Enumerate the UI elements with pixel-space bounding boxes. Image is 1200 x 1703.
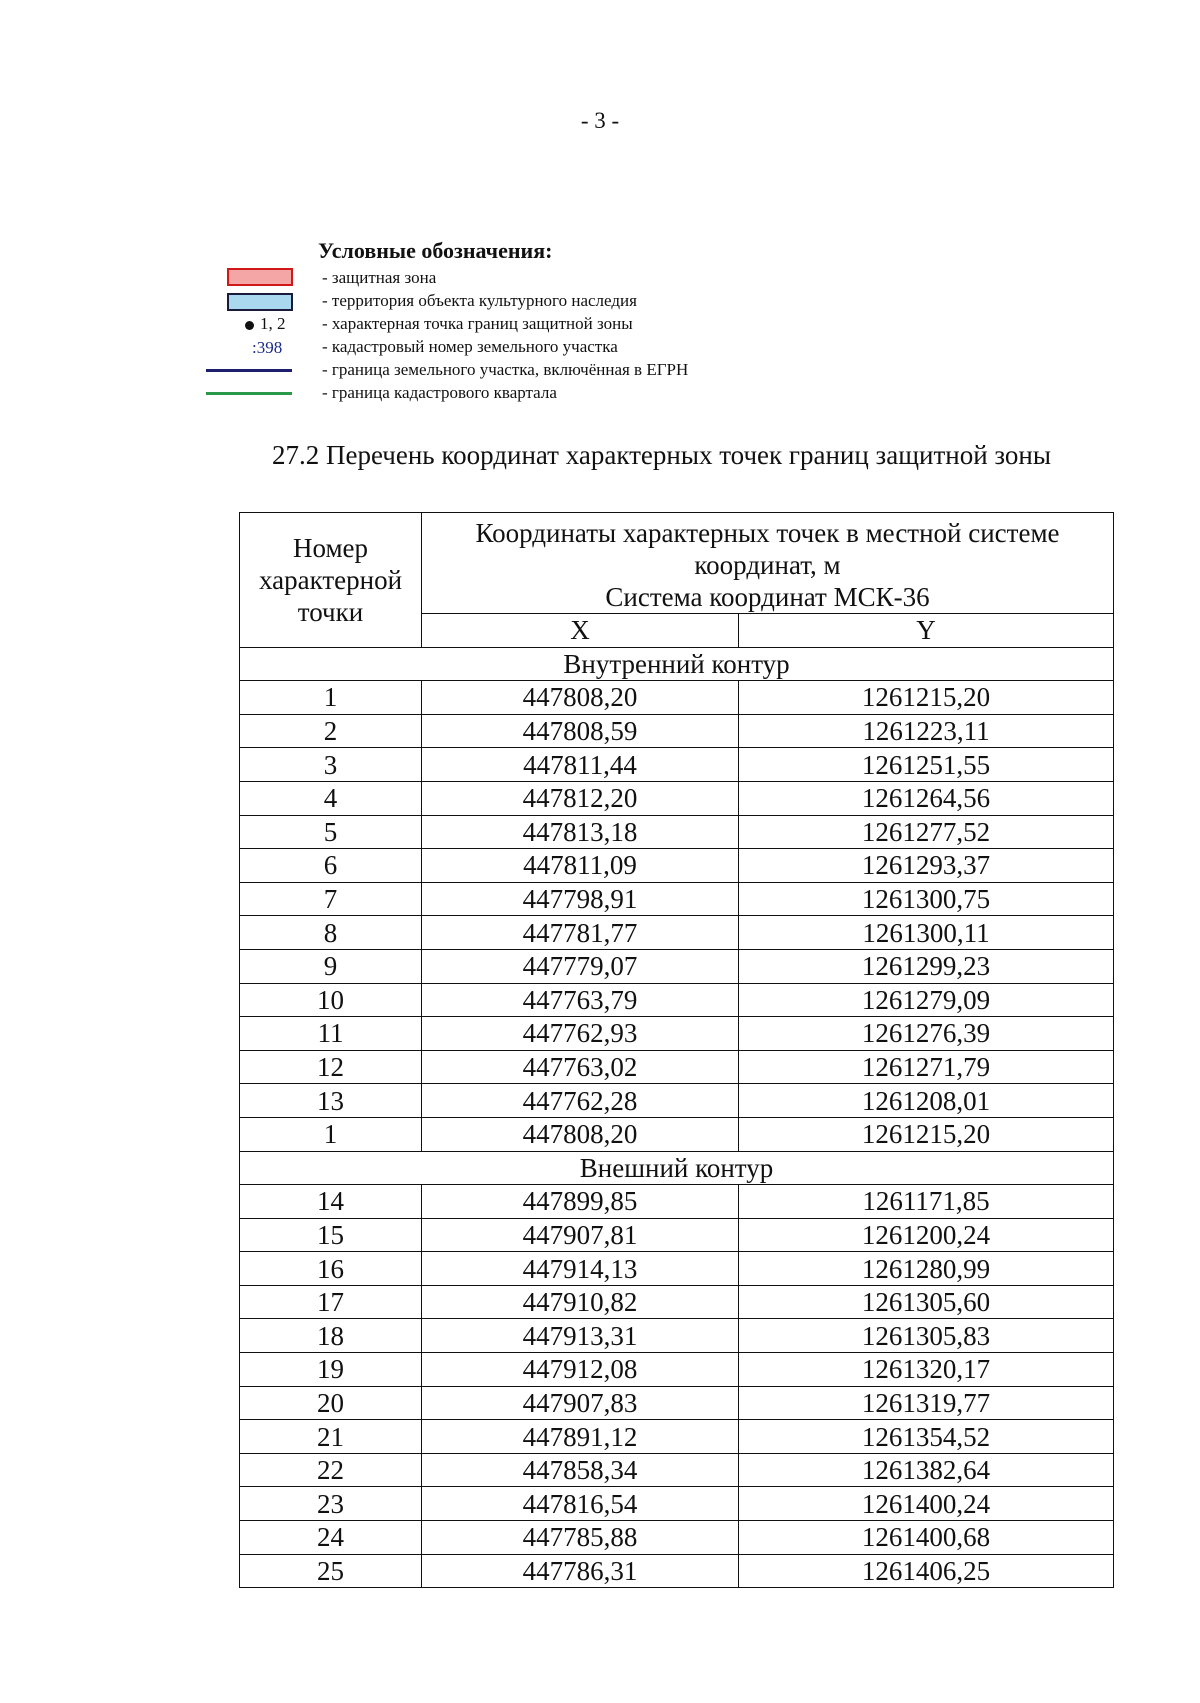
table-row bbox=[240, 916, 1114, 950]
y-coordinate-cell: 1261171,85 bbox=[739, 1185, 1114, 1219]
y-coordinate-cell: 1261300,75 bbox=[739, 882, 1114, 916]
point-number-cell: 1 bbox=[240, 681, 422, 715]
group-row bbox=[240, 1151, 1114, 1185]
table-row bbox=[240, 1117, 1114, 1151]
point-number-cell: 20 bbox=[240, 1386, 422, 1420]
table-row bbox=[240, 681, 1114, 715]
table-row bbox=[240, 1420, 1114, 1454]
point-number-cell: 23 bbox=[240, 1487, 422, 1521]
header-coordinates bbox=[422, 513, 1114, 614]
table-row bbox=[240, 1017, 1114, 1051]
heritage-territory-swatch bbox=[227, 293, 293, 311]
y-coordinate-cell: 1261305,83 bbox=[739, 1319, 1114, 1353]
point-number-cell: 25 bbox=[240, 1554, 422, 1588]
point-number-cell: 19 bbox=[240, 1353, 422, 1387]
x-coordinate-cell: 447907,81 bbox=[422, 1218, 739, 1252]
x-coordinate-cell: 447798,91 bbox=[422, 882, 739, 916]
point-number-cell: 5 bbox=[240, 815, 422, 849]
table-row bbox=[240, 1353, 1114, 1387]
y-coordinate-cell: 1261319,77 bbox=[739, 1386, 1114, 1420]
x-coordinate-cell: 447816,54 bbox=[422, 1487, 739, 1521]
y-coordinate-cell: 1261215,20 bbox=[739, 681, 1114, 715]
x-coordinate-cell: 447899,85 bbox=[422, 1185, 739, 1219]
quarter-boundary-line-symbol bbox=[206, 392, 292, 395]
y-coordinate-cell: 1261299,23 bbox=[739, 949, 1114, 983]
table-row bbox=[240, 849, 1114, 883]
x-coordinate-cell: 447910,82 bbox=[422, 1285, 739, 1319]
table-row bbox=[240, 949, 1114, 983]
y-coordinate-cell: 1261276,39 bbox=[739, 1017, 1114, 1051]
x-coordinate-cell: 447786,31 bbox=[422, 1554, 739, 1588]
point-number-cell: 4 bbox=[240, 781, 422, 815]
header-coordinate-system: Система координат МСК-36 bbox=[605, 582, 930, 612]
x-coordinate-cell: 447813,18 bbox=[422, 815, 739, 849]
x-coordinate-cell: 447907,83 bbox=[422, 1386, 739, 1420]
table-row bbox=[240, 1084, 1114, 1118]
x-coordinate-cell: 447811,44 bbox=[422, 748, 739, 782]
y-coordinate-cell: 1261382,64 bbox=[739, 1453, 1114, 1487]
y-coordinate-cell: 1261200,24 bbox=[739, 1218, 1114, 1252]
y-coordinate-cell: 1261400,24 bbox=[739, 1487, 1114, 1521]
table-row bbox=[240, 815, 1114, 849]
table-row bbox=[240, 882, 1114, 916]
table-row bbox=[240, 1554, 1114, 1588]
legend-item-protection-zone: - защитная зона bbox=[322, 268, 437, 287]
header-x: X bbox=[422, 614, 739, 648]
y-coordinate-cell: 1261293,37 bbox=[739, 849, 1114, 883]
point-number-cell: 22 bbox=[240, 1453, 422, 1487]
point-number-cell: 11 bbox=[240, 1017, 422, 1051]
cadastral-number-symbol: :398 bbox=[252, 338, 283, 357]
point-number-cell: 13 bbox=[240, 1084, 422, 1118]
y-coordinate-cell: 1261354,52 bbox=[739, 1420, 1114, 1454]
x-coordinate-cell: 447781,77 bbox=[422, 916, 739, 950]
point-number-cell: 16 bbox=[240, 1252, 422, 1286]
y-coordinate-cell: 1261277,52 bbox=[739, 815, 1114, 849]
legend-title: Условные обозначения: bbox=[318, 238, 553, 263]
x-coordinate-cell: 447811,09 bbox=[422, 849, 739, 883]
group-title: Внешний контур bbox=[240, 1151, 1114, 1185]
point-number-cell: 24 bbox=[240, 1521, 422, 1555]
table-row bbox=[240, 983, 1114, 1017]
group-title: Внутренний контур bbox=[240, 647, 1114, 681]
legend-item-parcel-boundary: - граница земельного участка, включённая в ЕГРН bbox=[322, 360, 689, 379]
header-point-number: Номер характерной точки bbox=[240, 513, 422, 648]
y-coordinate-cell: 1261300,11 bbox=[739, 916, 1114, 950]
point-number-cell: 1 bbox=[240, 1117, 422, 1151]
x-coordinate-cell: 447763,02 bbox=[422, 1050, 739, 1084]
y-coordinate-cell: 1261279,09 bbox=[739, 983, 1114, 1017]
y-coordinate-cell: 1261223,11 bbox=[739, 714, 1114, 748]
y-coordinate-cell: 1261305,60 bbox=[739, 1285, 1114, 1319]
point-dot-icon bbox=[245, 321, 254, 330]
x-coordinate-cell: 447808,20 bbox=[422, 1117, 739, 1151]
x-coordinate-cell: 447812,20 bbox=[422, 781, 739, 815]
table-row bbox=[240, 1050, 1114, 1084]
y-coordinate-cell: 1261320,17 bbox=[739, 1353, 1114, 1387]
table-row bbox=[240, 1487, 1114, 1521]
table-row bbox=[240, 1185, 1114, 1219]
boundary-point-symbol bbox=[245, 314, 286, 334]
x-coordinate-cell: 447808,59 bbox=[422, 714, 739, 748]
x-coordinate-cell: 447858,34 bbox=[422, 1453, 739, 1487]
point-number-cell: 7 bbox=[240, 882, 422, 916]
point-number-cell: 3 bbox=[240, 748, 422, 782]
section-title: 27.2 Перечень координат характерных точек границ защитной зоны bbox=[272, 440, 1051, 470]
point-number-cell: 6 bbox=[240, 849, 422, 883]
y-coordinate-cell: 1261264,56 bbox=[739, 781, 1114, 815]
point-number-cell: 2 bbox=[240, 714, 422, 748]
header-coordinates-title: Координаты характерных точек в местной системе координат, м bbox=[475, 518, 1060, 580]
table-row bbox=[240, 1252, 1114, 1286]
point-symbol-label: 1, 2 bbox=[260, 314, 286, 333]
header-y: Y bbox=[739, 614, 1114, 648]
point-number-cell: 18 bbox=[240, 1319, 422, 1353]
y-coordinate-cell: 1261400,68 bbox=[739, 1521, 1114, 1555]
x-coordinate-cell: 447914,13 bbox=[422, 1252, 739, 1286]
y-coordinate-cell: 1261280,99 bbox=[739, 1252, 1114, 1286]
table-row bbox=[240, 1521, 1114, 1555]
point-number-cell: 8 bbox=[240, 916, 422, 950]
table-row bbox=[240, 1386, 1114, 1420]
x-coordinate-cell: 447913,31 bbox=[422, 1319, 739, 1353]
legend-item-heritage-territory: - территория объекта культурного наследия bbox=[322, 291, 637, 310]
y-coordinate-cell: 1261215,20 bbox=[739, 1117, 1114, 1151]
x-coordinate-cell: 447779,07 bbox=[422, 949, 739, 983]
point-number-cell: 21 bbox=[240, 1420, 422, 1454]
point-number-cell: 9 bbox=[240, 949, 422, 983]
table-row bbox=[240, 1319, 1114, 1353]
coordinates-table-body bbox=[240, 647, 1114, 1588]
legend-item-boundary-point: - характерная точка границ защитной зоны bbox=[322, 314, 633, 333]
table-row bbox=[240, 781, 1114, 815]
legend-item-quarter-boundary: - граница кадастрового квартала bbox=[322, 383, 557, 402]
point-number-cell: 17 bbox=[240, 1285, 422, 1319]
group-row bbox=[240, 647, 1114, 681]
page-number: - 3 - bbox=[580, 108, 620, 133]
x-coordinate-cell: 447762,93 bbox=[422, 1017, 739, 1051]
parcel-boundary-line-symbol bbox=[206, 369, 292, 372]
coordinates-table bbox=[239, 512, 1114, 1588]
x-coordinate-cell: 447785,88 bbox=[422, 1521, 739, 1555]
x-coordinate-cell: 447912,08 bbox=[422, 1353, 739, 1387]
point-number-cell: 15 bbox=[240, 1218, 422, 1252]
x-coordinate-cell: 447891,12 bbox=[422, 1420, 739, 1454]
protection-zone-swatch bbox=[227, 268, 293, 286]
table-row bbox=[240, 1218, 1114, 1252]
table-row bbox=[240, 714, 1114, 748]
table-row bbox=[240, 1285, 1114, 1319]
table-row bbox=[240, 1453, 1114, 1487]
y-coordinate-cell: 1261251,55 bbox=[739, 748, 1114, 782]
y-coordinate-cell: 1261406,25 bbox=[739, 1554, 1114, 1588]
point-number-cell: 12 bbox=[240, 1050, 422, 1084]
x-coordinate-cell: 447762,28 bbox=[422, 1084, 739, 1118]
y-coordinate-cell: 1261208,01 bbox=[739, 1084, 1114, 1118]
legend-item-cadastral-number: - кадастровый номер земельного участка bbox=[322, 337, 618, 356]
x-coordinate-cell: 447763,79 bbox=[422, 983, 739, 1017]
x-coordinate-cell: 447808,20 bbox=[422, 681, 739, 715]
point-number-cell: 14 bbox=[240, 1185, 422, 1219]
table-row bbox=[240, 748, 1114, 782]
point-number-cell: 10 bbox=[240, 983, 422, 1017]
y-coordinate-cell: 1261271,79 bbox=[739, 1050, 1114, 1084]
